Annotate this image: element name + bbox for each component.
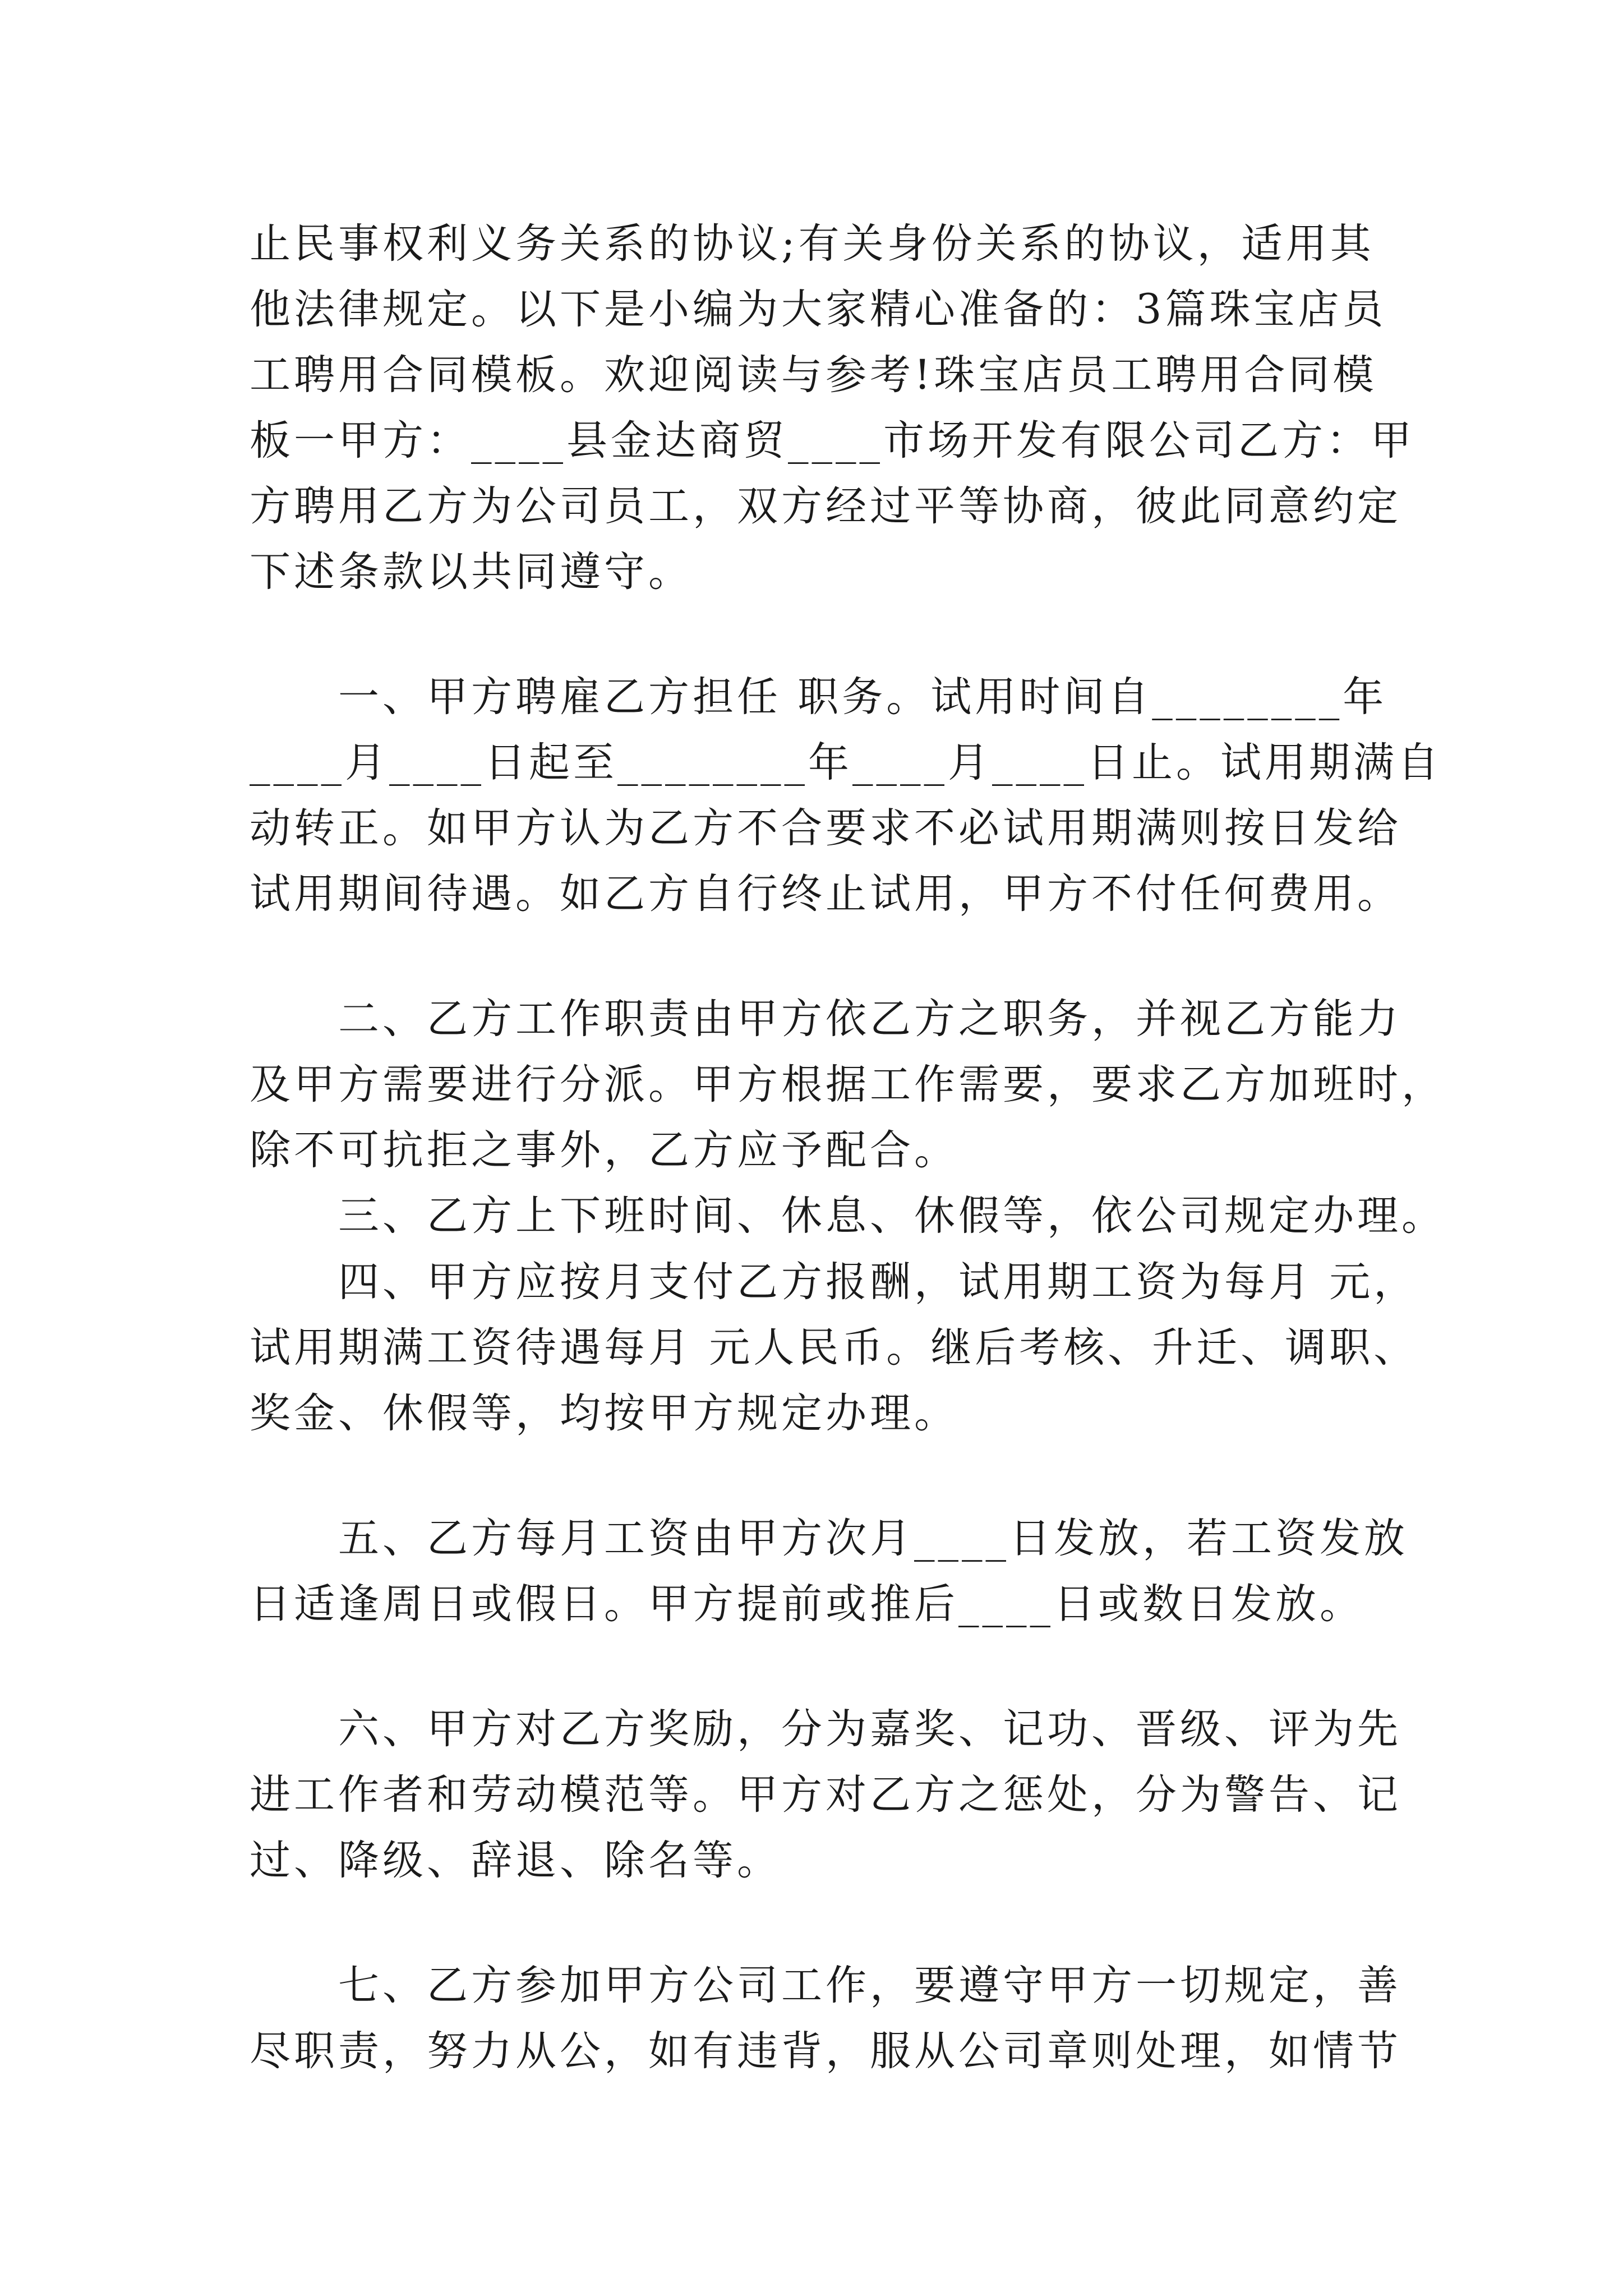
text-line: 下述条款以共同遵守。 [250,548,693,596]
text-line: 动转正。如甲方认为乙方不合要求不必试用期满则按日发给 [250,804,1401,852]
text-line: 试用期满工资待遇每月 元人民币。继后考核、升迁、调职、 [250,1324,1418,1372]
text-line: ____月____日起至________年____月____日止。试用期满自 [250,739,1442,786]
text-line: 进工作者和劳动模范等。甲方对乙方之惩处，分为警告、记 [250,1771,1401,1819]
text-line: 他法律规定。以下是小编为大家精心准备的：3篇珠宝店员 [250,286,1387,333]
text-line: 一、甲方聘雇乙方担任 职务。试用时间自________年 [250,673,1387,721]
text-line: 二、乙方工作职责由甲方依乙方之职务，并视乙方能力 [250,995,1401,1043]
text-line: 六、甲方对乙方奖励，分为嘉奖、记功、晋级、评为先 [250,1705,1401,1753]
text-line: 七、乙方参加甲方公司工作，要遵守甲方一切规定，善 [250,1962,1401,2009]
text-line: 及甲方需要进行分派。甲方根据工作需要，要求乙方加班时， [250,1061,1446,1108]
text-line: 日适逢周日或假日。甲方提前或推后____日或数日发放。 [250,1580,1364,1628]
text-line: 试用期间待遇。如乙方自行终止试用，甲方不付任何费用。 [250,870,1401,918]
text-line: 四、甲方应按月支付乙方报酬，试用期工资为每月 元， [250,1258,1418,1306]
text-line: 除不可抗拒之事外，乙方应予配合。 [250,1126,958,1174]
text-line: 奖金、休假等，均按甲方规定办理。 [250,1389,958,1437]
text-line: 工聘用合同模板。欢迎阅读与参考!珠宝店员工聘用合同模 [250,351,1377,399]
text-line: 三、乙方上下班时间、休息、休假等，依公司规定办理。 [250,1192,1446,1240]
text-line: 尽职责，努力从公，如有违背，服从公司章则处理，如情节 [250,2027,1401,2075]
text-line: 止民事权利义务关系的协议;有关身份关系的协议，适用其 [250,220,1375,268]
text-line: 五、乙方每月工资由甲方次月____日发放，若工资发放 [250,1515,1408,1562]
text-line: 过、降级、辞退、除名等。 [250,1837,781,1884]
text-line: 板一甲方：____县金达商贸____市场开发有限公司乙方：甲 [250,417,1415,464]
text-line: 方聘用乙方为公司员工，双方经过平等协商，彼此同意约定 [250,482,1401,530]
